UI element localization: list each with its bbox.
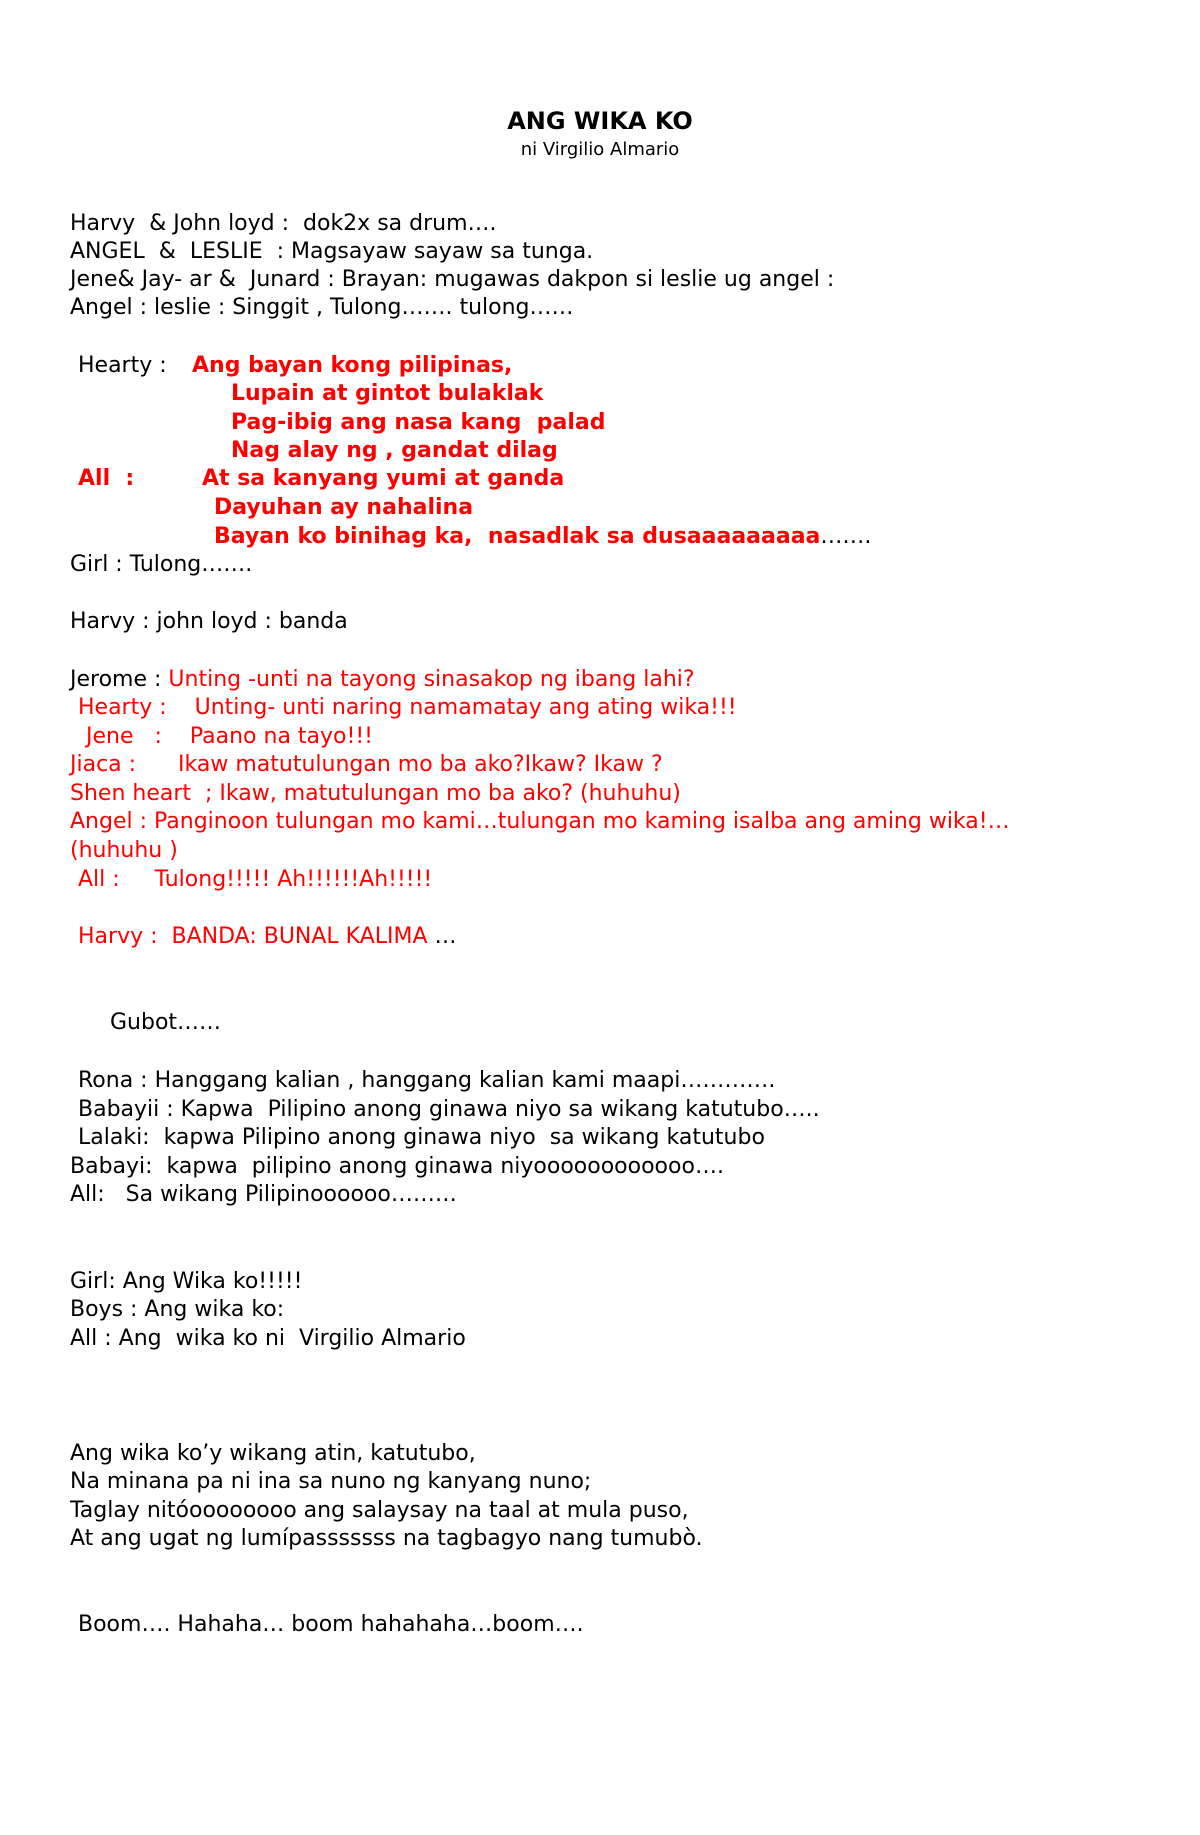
harvy-bunal-line [78, 923, 457, 951]
opening-line-4: Angel : leslie : Singgit , Tulong……. tulong…… [70, 295, 574, 320]
all-lyric-3 [214, 523, 871, 551]
hearty-label: Hearty : [78, 353, 167, 378]
all-lyric-2: Dayuhan ay nahalina [214, 495, 474, 520]
ending-boys-line: Boys : Ang wika ko: [70, 1297, 285, 1322]
ending-girl-line: Girl: Ang Wika ko!!!!! [70, 1269, 303, 1294]
poem-line-3: Taglay nitóoooooooo ang salaysay na taal at mula puso, [70, 1498, 689, 1523]
poem-line-2: Na minana pa ni ina sa nuno ng kanyang nuno; [70, 1469, 592, 1494]
all-lyric-3-ellipsis: ……. [820, 524, 872, 549]
poem-line-1: Ang wika ko’y wikang atin, katutubo, [70, 1441, 476, 1466]
document-author: ni Virgilio Almario [520, 139, 680, 160]
hearty-lyric-3: Pag-ibig ang nasa kang palad [231, 410, 606, 435]
jerome-text: Unting -unti na tayong sinasakop ng ibang lahi? [168, 667, 695, 692]
opening-line-2: ANGEL & LESLIE : Magsayaw sayaw sa tunga. [70, 239, 594, 264]
shen-heart-cry: Shen heart ; Ikaw, matutulungan mo ba ako? (huhuhu) [70, 781, 681, 806]
all-cry: All : Tulong!!!!! Ah!!!!!!Ah!!!!! [78, 867, 433, 892]
all-lyric-1: At sa kanyang yumi at ganda [202, 466, 565, 491]
closing-line: Boom…. Hahaha… boom hahahaha…boom…. [78, 1612, 584, 1637]
girl-line: Girl : Tulong……. [70, 552, 253, 577]
jene-cry: Jene : Paano na tayo!!! [86, 724, 373, 749]
angel-cry-2: (huhuhu ) [70, 838, 178, 863]
jiaca-cry: Jiaca : Ikaw matutulungan mo ba ako?Ikaw? Ikaw ? [70, 752, 663, 777]
lalaki-line: Lalaki: kapwa Pilipino anong ginawa niyo sa wikang katutubo [78, 1125, 765, 1150]
hearty-lyric-1: Ang bayan kong pilipinas, [192, 353, 513, 378]
document-title: ANG WIKA KO [507, 107, 693, 135]
babayi-line: Babayi: kapwa pilipino anong ginawa niyoooooooooooo…. [70, 1154, 724, 1179]
all-forest-line: All: Sa wikang Pilipinoooooo……… [70, 1182, 457, 1207]
rona-line: Rona : Hanggang kalian , hanggang kalian kami maapi…………. [78, 1068, 776, 1093]
all-lyric-3-text: Bayan ko binihag ka, nasadlak sa dusaaaaaaaaa [214, 524, 821, 549]
harvy-bunal-text: Harvy : BANDA: BUNAL KALIMA [78, 924, 428, 949]
hearty-lyric-4: Nag alay ng , gandat dilag [231, 438, 558, 463]
jerome-label: Jerome : [70, 667, 162, 692]
hearty-cry: Hearty : Unting- unti naring namamatay ang ating wika!!! [78, 695, 737, 720]
harvy-banda-line: Harvy : john loyd : banda [70, 609, 348, 634]
babayii-line: Babayii : Kapwa Pilipino anong ginawa niyo sa wikang katutubo….. [78, 1097, 820, 1122]
all-label: All : [78, 466, 135, 491]
opening-line-3: Jene& Jay- ar & Junard : Brayan: mugawas dakpon si leslie ug angel : [70, 267, 835, 292]
ending-all-line: All : Ang wika ko ni Virgilio Almario [70, 1326, 466, 1351]
jerome-line [70, 666, 695, 694]
hearty-lyric-2: Lupain at gintot bulaklak [231, 381, 544, 406]
harvy-bunal-ellipsis: … [427, 924, 457, 949]
opening-line-1: Harvy & John loyd : dok2x sa drum…. [70, 211, 497, 236]
gubot-line: Gubot…… [110, 1010, 222, 1035]
angel-cry-1: Angel : Panginoon tulungan mo kami…tulungan mo kaming isalba ang aming wika!… [70, 809, 1010, 834]
poem-line-4: At ang ugat ng lumípasssssss na tagbagyo nang tumubò. [70, 1526, 703, 1551]
